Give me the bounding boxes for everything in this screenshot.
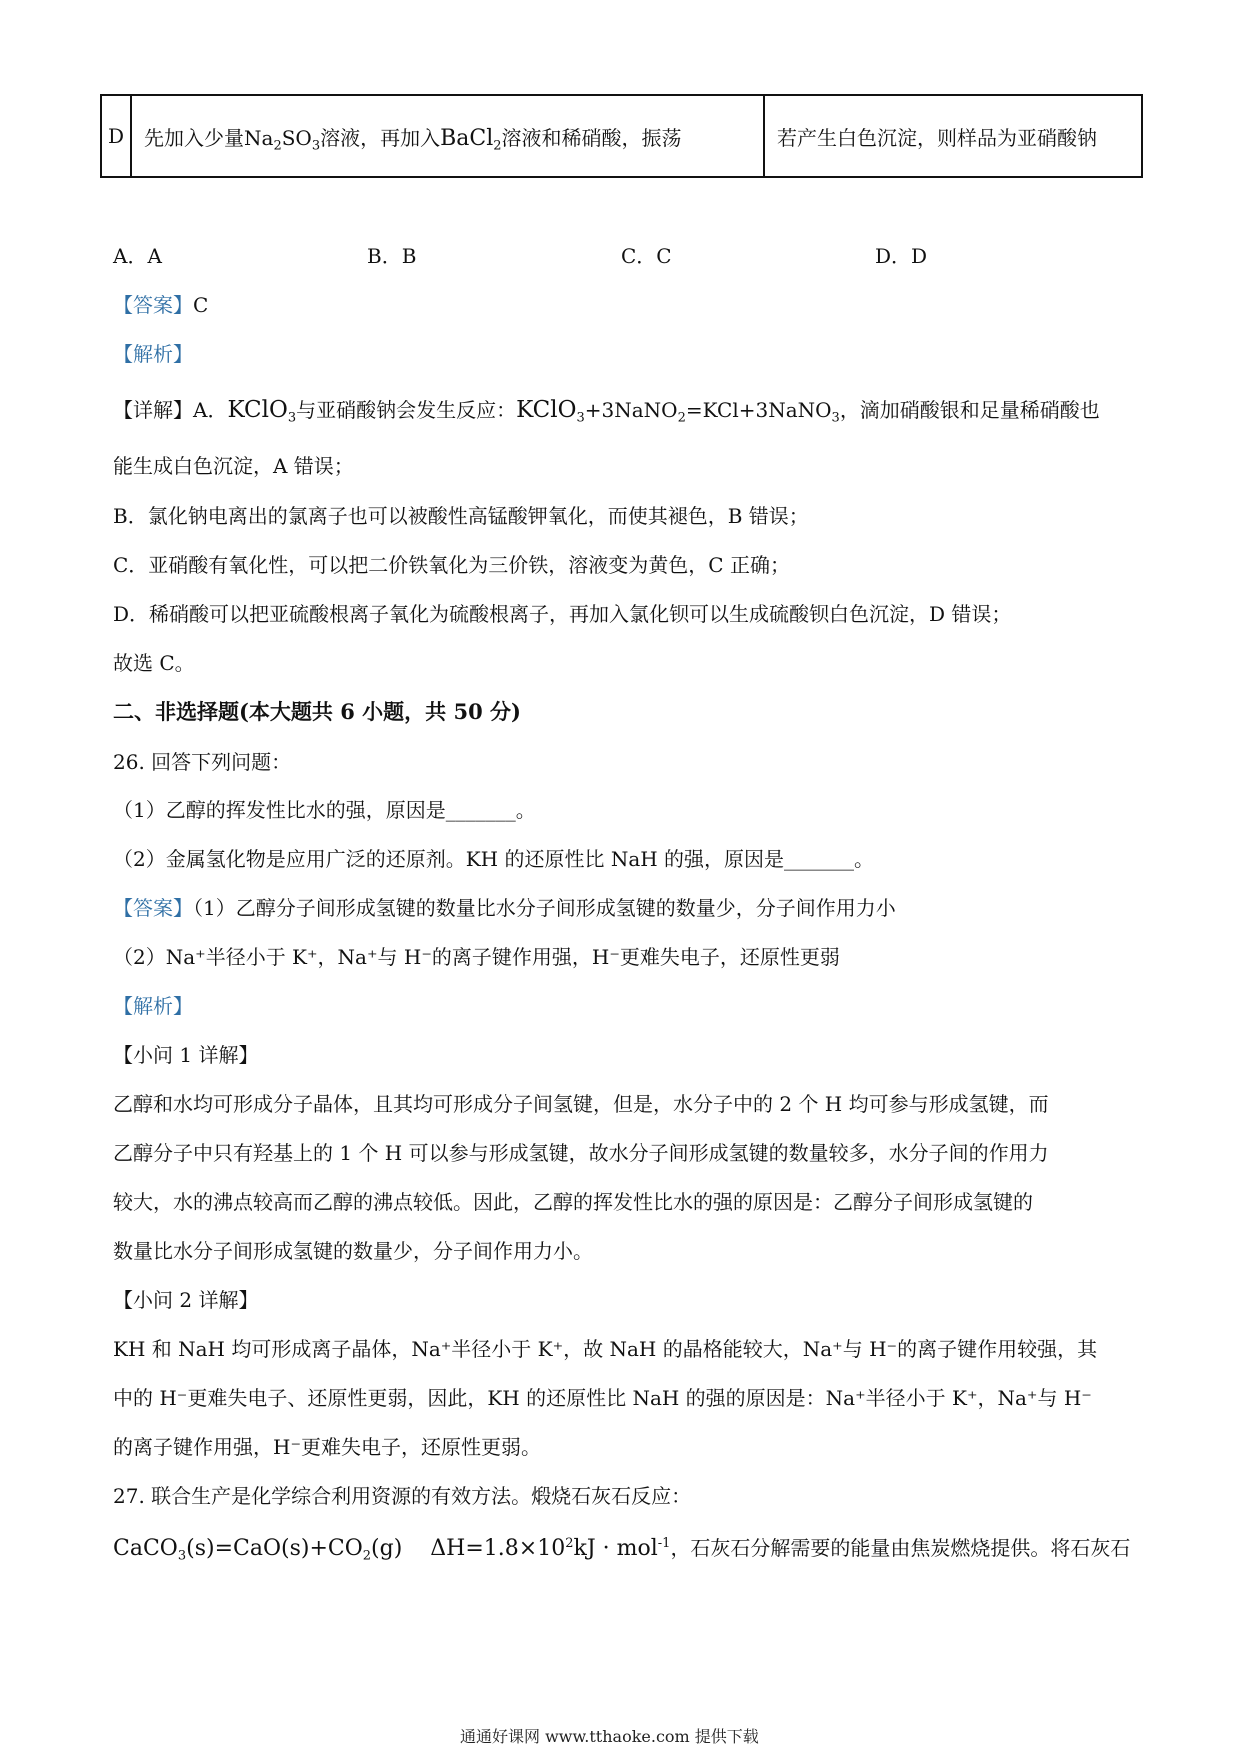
q26-answer-line	[113, 892, 896, 921]
detail-a-line: 【详解】A．KClO$_3$与亚硝酸钠会发生反应：KClO$_3$+3NaNO$_2$=KCl+3NaNO$_3$，滴加硝酸银和足量稀硝酸也	[113, 397, 1100, 426]
detail-c: C．亚硝酸有氧化性，可以把二价铁氧化为三价铁，溶液变为黄色，C 正确；	[113, 553, 790, 577]
row-letter: D	[101, 95, 131, 177]
analysis-label-2: 【解析】	[113, 994, 193, 1018]
detail-b: B．氯化钠电离出的氯离子也可以被酸性高锰酸钾氧化，而使其褪色，B 错误；	[113, 504, 809, 528]
sub1-line1: 乙醇和水均可形成分子晶体，且其均可形成分子间氢键，但是，水分子中的 2 个 H 均可参与形成氢键，而	[113, 1092, 1049, 1116]
options-table	[100, 94, 1143, 178]
q26-part2: （2）金属氢化物是应用广泛的还原剂。KH 的还原性比 NaH 的强，原因是_______。	[113, 847, 875, 871]
answer-line	[113, 289, 208, 318]
choice-b: B．B	[367, 244, 417, 268]
dh-unit-exp: -1	[657, 1536, 671, 1552]
q26-ans2: （2）Na⁺半径小于 K⁺，Na⁺与 H⁻的离子键作用强，H⁻更难失电子，还原性更弱	[113, 945, 840, 969]
sub1-line4: 数量比水分子间形成氢键的数量少，分子间作用力小。	[113, 1239, 593, 1263]
sub2-line3: 的离子键作用强，H⁻更难失电子，还原性更弱。	[113, 1435, 541, 1459]
a-prefix: A．	[193, 398, 228, 422]
conclusion: 故选 C。	[113, 651, 195, 675]
op-text-a: 先加入少量	[144, 125, 244, 150]
op-text-b: 溶液，再加入	[320, 125, 441, 150]
op-formula-so: SO	[281, 125, 312, 150]
detail-label: 【详解】	[113, 398, 193, 422]
dh-exp: 2	[565, 1536, 574, 1552]
operation-cell: 先加入少量$Na_2SO_3$溶液，再加入BaCl$_2$溶液和稀硝酸，振荡	[131, 95, 764, 177]
sub1-line3: 较大，水的沸点较高而乙醇的沸点较低。因此，乙醇的挥发性比水的强的原因是：乙醇分子间形成氢键的	[113, 1190, 1033, 1214]
op-formula-bacl: BaCl	[440, 125, 494, 151]
q27-equation-line: $CaCO_3(s)=CaO(s)+CO_2(g) \Delta H=1.8\times 10^2kJ \cdot mol^{-1}$，石灰石分解需要的能量由焦炭燃烧提供。将石灰石	[113, 1536, 1131, 1564]
eq-mid: (s)=CaO(s)+CO	[186, 1536, 363, 1561]
answer-label: 【答案】	[113, 293, 193, 317]
choice-a: A．A	[113, 244, 162, 268]
q26-stem: 26. 回答下列问题：	[113, 750, 292, 774]
section-heading: 二、非选择题(本大题共 6 小题，共 50 分)	[113, 699, 521, 724]
choice-c: C．C	[621, 244, 672, 268]
a-tail: ，滴加硝酸银和足量稀硝酸也	[839, 398, 1100, 422]
sub2-label: 【小问 2 详解】	[113, 1288, 259, 1312]
kclo3-formula-2: KClO	[516, 397, 577, 423]
sub2-line2: 中的 H⁻更难失电子、还原性更弱，因此，KH 的还原性比 NaH 的强的原因是：Na⁺半径小于 K⁺，Na⁺与 H⁻	[113, 1386, 1092, 1410]
answer-value: C	[193, 293, 209, 317]
sub1-line2: 乙醇分子中只有羟基上的 1 个 H 可以参与形成氢键，故水分子间形成氢键的数量较多，水分子间的作用力	[113, 1141, 1049, 1165]
footer-text: 通通好课网 www.tthaoke.com 提供下载	[460, 1727, 759, 1746]
dh-value: ΔH=1.8×10	[430, 1536, 566, 1561]
kclo3-formula: KClO	[227, 397, 288, 423]
sub1-label: 【小问 1 详解】	[113, 1043, 259, 1067]
eq-caco: CaCO	[113, 1536, 178, 1561]
q26-ans1: （1）乙醇分子间形成氢键的数量比水分子间形成氢键的数量少，分子间作用力小	[193, 896, 896, 920]
op-formula-na: Na	[244, 125, 274, 150]
a-mid: 与亚硝酸钠会发生反应：	[296, 398, 517, 422]
choice-d: D．D	[875, 244, 928, 268]
eq-tail-1: +3NaNO	[584, 398, 678, 422]
result-cell: 若产生白色沉淀，则样品为亚硝酸钠	[764, 95, 1142, 177]
analysis-label: 【解析】	[113, 342, 193, 366]
q27-tail: ，石灰石分解需要的能量由焦炭燃烧提供。将石灰石	[670, 1536, 1131, 1560]
detail-d: D．稀硝酸可以把亚硫酸根离子氧化为硫酸根离子，再加入氯化钡可以生成硫酸钡白色沉淀，D 错误；	[113, 602, 1012, 626]
q27-stem: 27. 联合生产是化学综合利用资源的有效方法。煅烧石灰石反应：	[113, 1484, 692, 1508]
eq-tail-2: =KCl+3NaNO	[685, 398, 832, 422]
eq-g: (g)	[371, 1536, 403, 1561]
table-row	[101, 95, 1142, 177]
detail-a-cont: 能生成白色沉淀，A 错误；	[113, 454, 354, 478]
sub2-line1: KH 和 NaH 均可形成离子晶体，Na⁺半径小于 K⁺，故 NaH 的晶格能较大，Na⁺与 H⁻的离子键作用较强，其	[113, 1337, 1098, 1361]
op-text-c: 溶液和稀硝酸，振荡	[501, 125, 682, 150]
q26-part1: （1）乙醇的挥发性比水的强，原因是_______。	[113, 798, 536, 822]
answer-label: 【答案】	[113, 896, 193, 920]
dh-unit: kJ · mol	[573, 1536, 658, 1561]
